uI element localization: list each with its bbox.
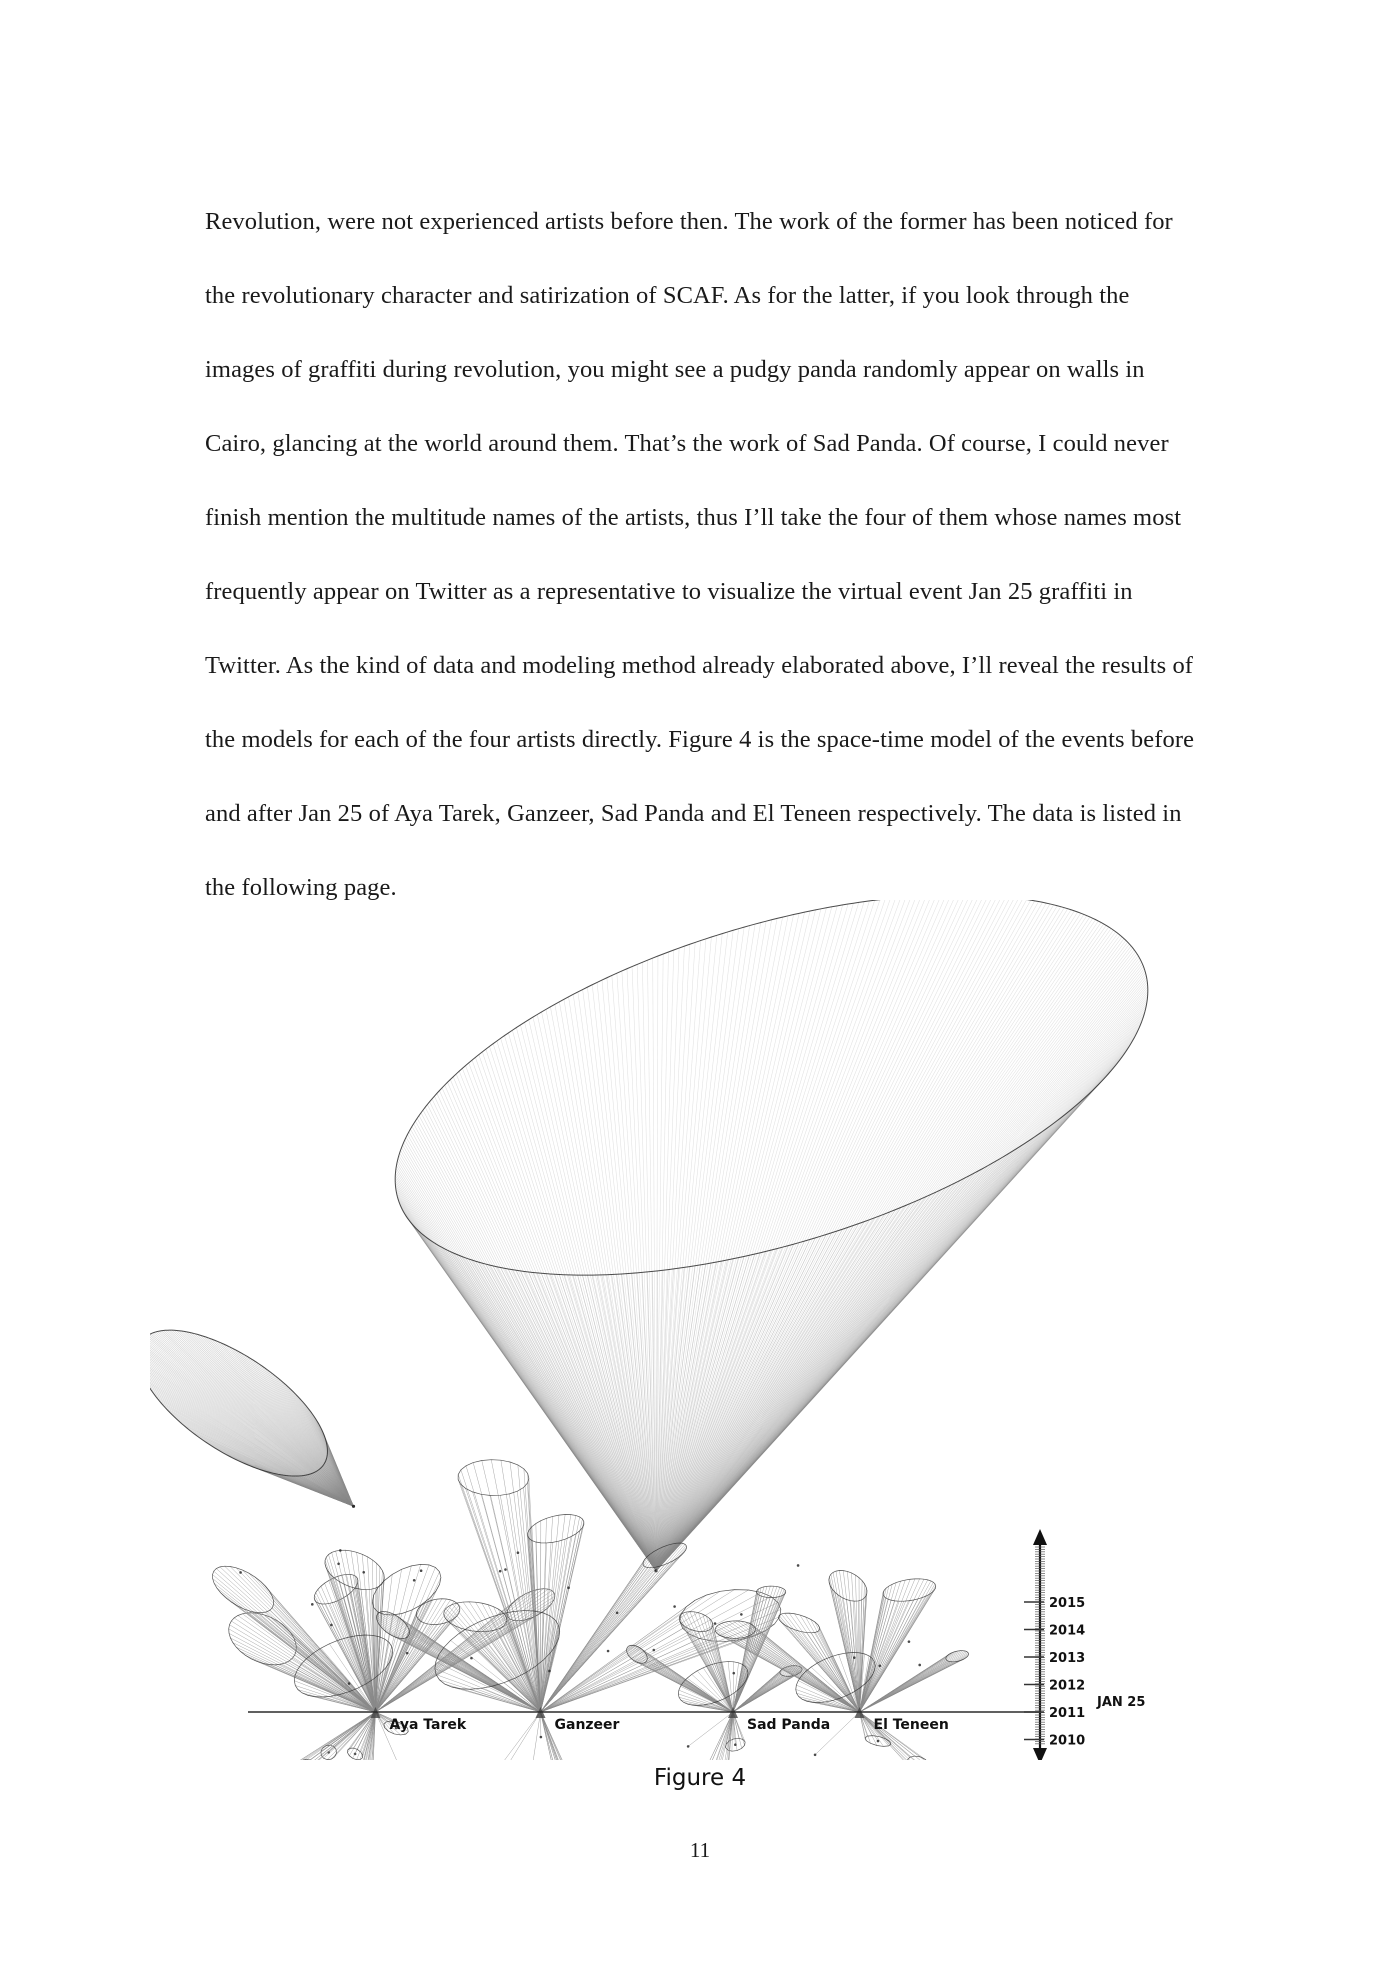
artist-label-sad-panda: Sad Panda [747, 1717, 831, 1733]
artist-cone-sad-panda [607, 1586, 802, 1760]
major-cone-layer [150, 900, 1148, 1572]
space-time-cone-chart [150, 900, 1250, 1760]
page-number: 11 [689, 1838, 711, 1862]
body-paragraph [205, 185, 1200, 925]
artist-label-el-teneen: El Teneen [873, 1717, 949, 1733]
time-axis-layer [1024, 1529, 1047, 1760]
figure-caption: Figure 4 [653, 1765, 747, 1791]
artist-label-ganzeer: Ganzeer [554, 1717, 620, 1733]
axis-arrow-down [1033, 1748, 1047, 1760]
label-layer [390, 1596, 1146, 1749]
axis-tick-label-2014: 2014 [1049, 1623, 1086, 1639]
axis-arrow-up [1033, 1529, 1047, 1545]
axis-tick-label-2015: 2015 [1049, 1596, 1086, 1611]
axis-tick-label-2011: 2011 [1049, 1706, 1086, 1721]
artist-label-aya-tarek: Aya Tarek [389, 1717, 467, 1733]
figure-4-illustration [150, 900, 1250, 1760]
primary-large-cone [395, 900, 1148, 1572]
artist-cone-layer [213, 1460, 969, 1760]
jan25-annotation: JAN 25 [1097, 1695, 1146, 1710]
axis-tick-label-2013: 2013 [1049, 1651, 1086, 1666]
secondary-left-cone [150, 1330, 355, 1508]
axis-tick-label-2012: 2012 [1049, 1678, 1086, 1694]
paragraph-text: Revolution, were not experienced artists before then. The work of the former has been noticed for the revolutionary character and satirization of SCAF. As for the latter, if you look through the images of graffiti during revolution, you might see a pudgy panda randomly appear on walls in Cairo, glancing at the world around them. That’s the work of Sad Panda. Of course, I could never finish mention the multitude names of the artists, thus I’ll take the four of them whose names most frequently appear on Twitter as a representative to visualize the virtual event Jan 25 graffiti in Twitter. As the kind of data and modeling method already elaborated above, I’ll reveal the results of the models for each of the four artists directly. Figure 4 is the space-time model of the events before and after Jan 25 of Aya Tarek, Ganzeer, Sad Panda and El Teneen respectively. The data is listed in the following page. [205, 208, 1195, 901]
axis-tick-label-2010: 2010 [1049, 1733, 1086, 1749]
